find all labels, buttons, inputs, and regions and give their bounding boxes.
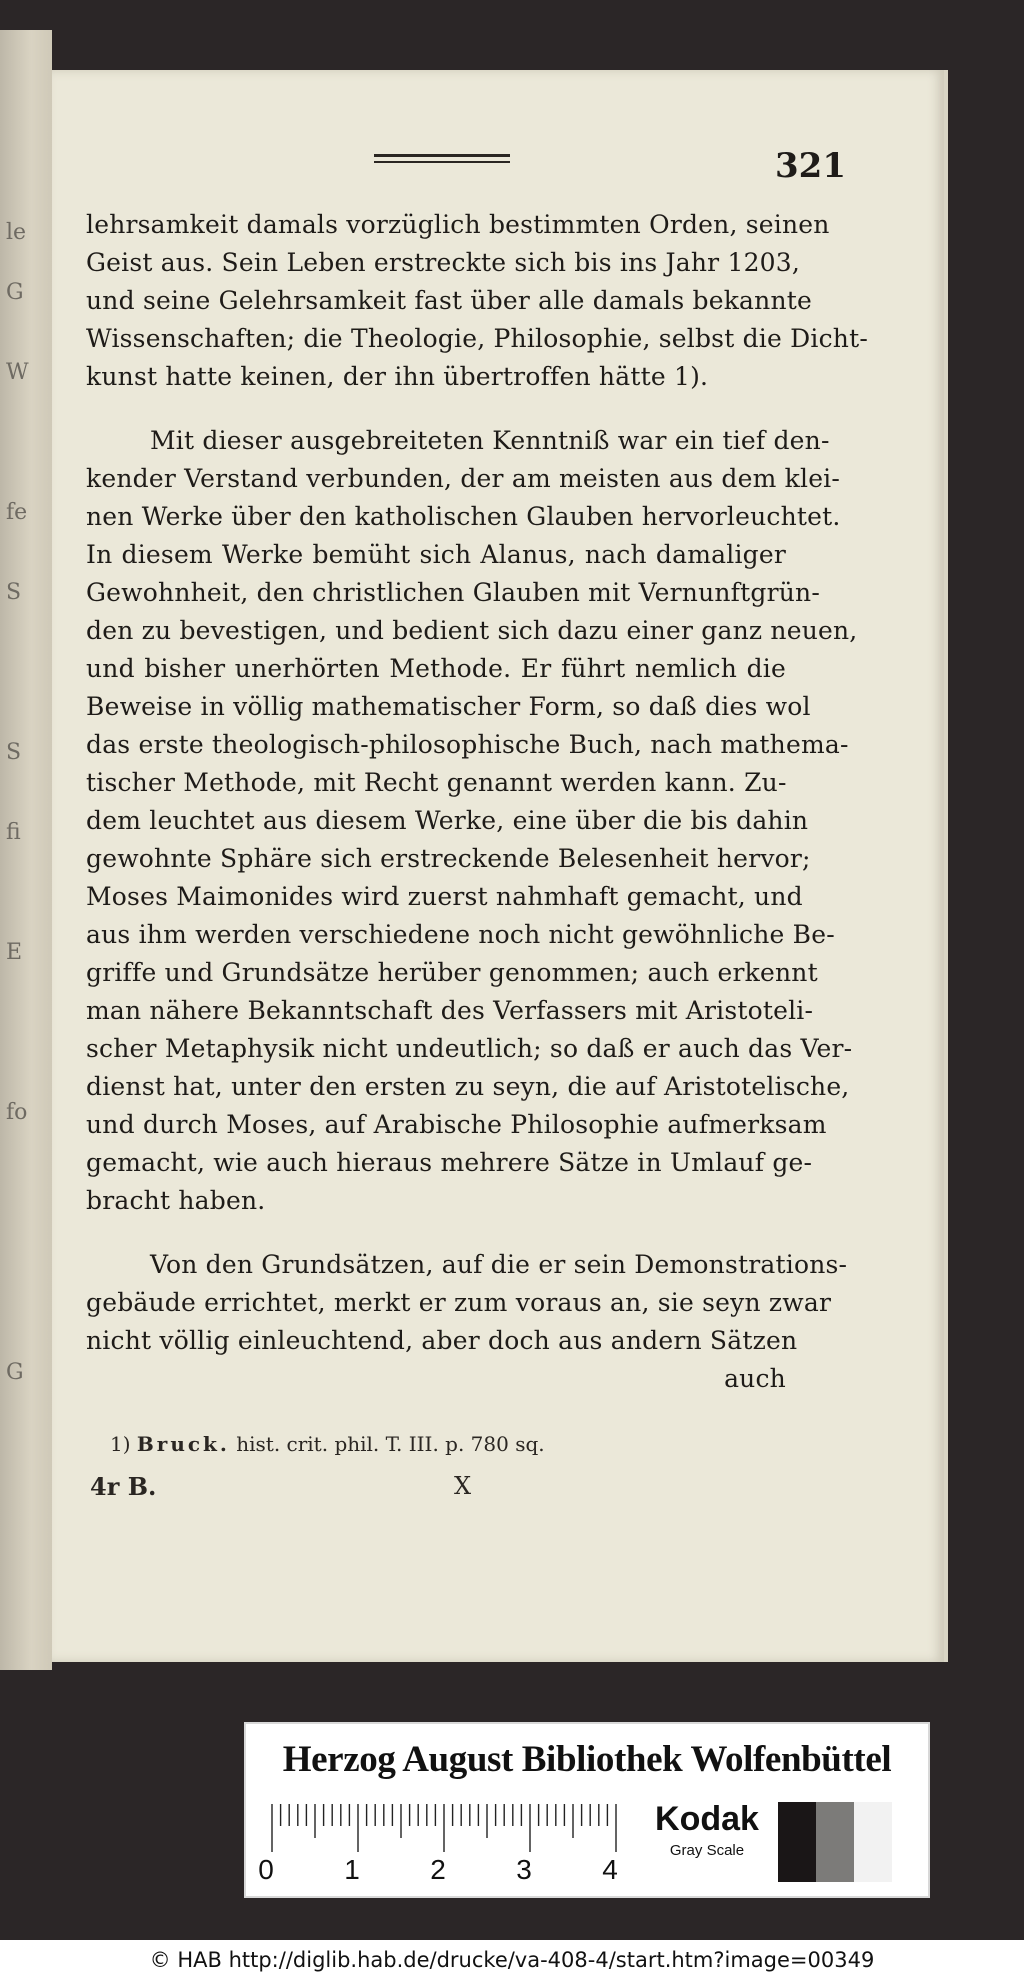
paragraph-gap [86,396,786,422]
text-line: und durch Moses, auf Arabische Philosophie aufmerksam [86,1110,827,1139]
text-line: Mit dieser ausgebreiteten Kenntniß war ein tief den- [150,426,830,455]
margin-glyph: S [6,580,22,605]
margin-glyph: le [6,220,27,245]
text-line: gebäude errichtet, merkt er zum voraus an, sie seyn zwar [86,1288,832,1317]
text-line: nicht völlig einleuchtend, aber doch aus andern Sätzen [86,1326,798,1355]
text-line: den zu bevestigen, und bedient sich dazu einer ganz neuen, [86,616,858,645]
text-line: gewohnte Sphäre sich erstreckende Belesenheit hervor; [86,844,811,873]
paragraph-gap [86,1220,786,1246]
ruler-number: 4 [602,1854,618,1885]
sheet-mark: X [454,1472,472,1500]
text-line: nen Werke über den katholischen Glauben hervorleuchtet. [86,502,841,531]
text-line: gemacht, wie auch hieraus mehrere Sätze in Umlauf ge- [86,1148,813,1177]
text-line: bracht haben. [86,1186,266,1215]
book-page [52,70,944,1662]
scale-ruler [258,1800,646,1890]
text-line: Beweise in völlig mathematischer Form, so daß dies wol [86,692,811,721]
body-text [86,206,868,1398]
footer-bar [0,1940,1024,1980]
margin-glyph: G [6,1360,24,1385]
kodak-label [642,1800,772,1859]
text-line: man nähere Bekanntschaft des Verfassers mit Aristoteli- [86,996,814,1025]
footnote [110,1432,545,1456]
gray-swatch-mid [816,1802,854,1882]
text-line: das erste theologisch-philosophische Buch, nach mathema- [86,730,849,759]
ruler-number: 2 [430,1854,446,1885]
ruler-number: 1 [344,1854,360,1885]
text-line: dem leuchtet aus diesem Werke, eine über die bis dahin [86,806,809,835]
text-line: Wissenschaften; die Theologie, Philosophie, selbst die Dicht- [86,324,868,353]
margin-glyph: fi [6,820,21,845]
text-line: auch [724,1364,786,1393]
text-line: lehrsamkeit damals vorzüglich bestimmten Orden, seinen [86,210,830,239]
text-line: scher Metaphysik nicht undeutlich; so daß er auch das Ver- [86,1034,853,1063]
gray-swatch-dark [778,1802,816,1882]
text-line: Von den Grundsätzen, auf die er sein Demonstrations- [150,1250,848,1279]
margin-glyph: fo [6,1100,28,1125]
text-line: Gewohnheit, den christlichen Glauben mit Vernunftgrün- [86,578,820,607]
text-line: Geist aus. Sein Leben erstreckte sich bis ins Jahr 1203, [86,248,801,277]
page-number: 321 [775,146,846,186]
ruler-ticks-icon [266,1800,626,1854]
margin-glyph: fe [6,500,28,525]
text-line: tischer Methode, mit Recht genannt werden kann. Zu- [86,768,787,797]
text-line: kunst hatte keinen, der ihn übertroffen hätte 1). [86,362,709,391]
previous-page-edge [0,30,52,1670]
margin-glyph: W [6,360,29,385]
footnote-author: Bruck. [136,1432,230,1456]
text-line: kender Verstand verbunden, der am meisten aus dem klei- [86,464,841,493]
gray-swatch-light [854,1802,892,1882]
footnote-citation: hist. crit. phil. T. III. p. 780 sq. [236,1432,545,1456]
text-line: In diesem Werke bemüht sich Alanus, nach damaliger [86,540,786,569]
text-line: und seine Gelehrsamkeit fast über alle damals bekannte [86,286,812,315]
ruler-number: 3 [516,1854,532,1885]
text-line: aus ihm werden verschiedene noch nicht gewöhnliche Be- [86,920,835,949]
header-rule [374,154,510,163]
ruler-number: 0 [258,1854,274,1885]
gray-scale-label: Gray Scale [669,1842,745,1859]
text-line: griffe und Grundsätze herüber genommen; auch erkennt [86,958,818,987]
margin-glyph: E [6,940,23,965]
text-line: dienst hat, unter den ersten zu seyn, die auf Aristotelische, [86,1072,850,1101]
color-calibration-card [244,1722,930,1898]
margin-glyph: G [6,280,24,305]
text-line: und bisher unerhörten Methode. Er führt nemlich die [86,654,786,683]
footnote-marker: 1) [110,1432,131,1456]
kodak-brand: Kodak [655,1800,759,1838]
copyright-source-link[interactable]: © HAB http://diglib.hab.de/drucke/va-408-4/start.htm?image=00349 [149,1948,875,1972]
library-title: Herzog August Bibliothek Wolfenbüttel [282,1739,892,1780]
signature-mark: 4r B. [90,1472,157,1501]
text-line: Moses Maimonides wird zuerst nahmhaft gemacht, und [86,882,803,911]
margin-glyph: S [6,740,22,765]
